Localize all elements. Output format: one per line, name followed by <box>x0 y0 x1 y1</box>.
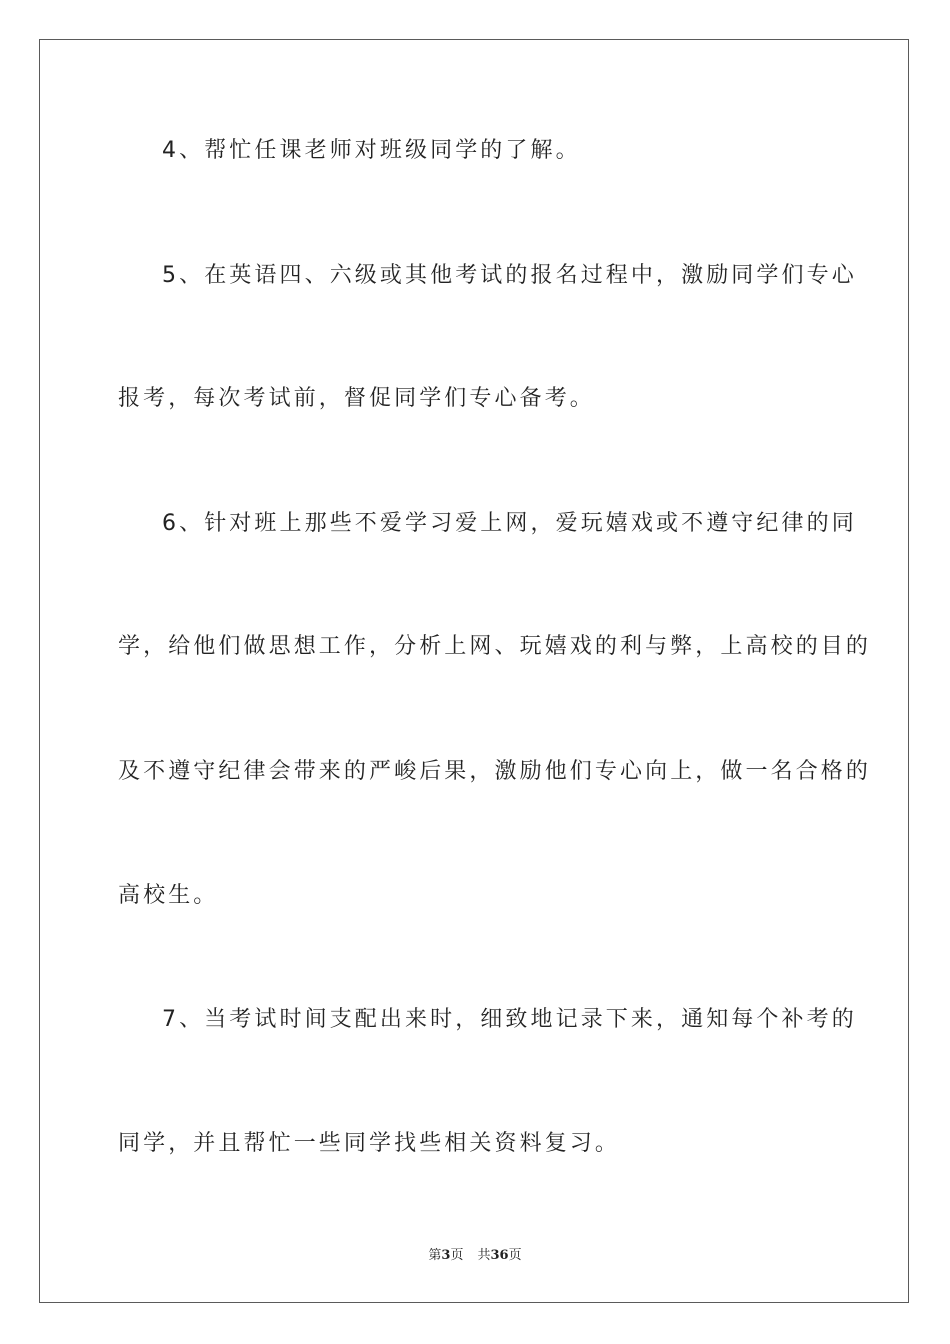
paragraph-7-line-1: 7、当考试时间支配出来时，细致地记录下来，通知每个补考的 <box>162 1007 857 1032</box>
paragraph-5-line-2: 报考，每次考试前，督促同学们专心备考。 <box>118 386 595 411</box>
footer-total-prefix: 共 <box>477 1248 491 1263</box>
page-border <box>39 39 909 1303</box>
footer-page-prefix: 第 <box>428 1248 442 1263</box>
footer-total-suffix: 页 <box>508 1248 522 1263</box>
footer-page-number: 3 <box>441 1248 451 1263</box>
paragraph-4-line-1: 4、帮忙任课老师对班级同学的了解。 <box>162 138 581 163</box>
paragraph-6-line-4: 高校生。 <box>118 883 219 908</box>
paragraph-6-line-3: 及不遵守纪律会带来的严峻后果，激励他们专心向上，做一名合格的 <box>118 759 872 784</box>
paragraph-6-line-1: 6、针对班上那些不爱学习爱上网，爱玩嬉戏或不遵守纪律的同 <box>162 511 857 536</box>
paragraph-7-line-2: 同学，并且帮忙一些同学找些相关资料复习。 <box>118 1131 621 1156</box>
paragraph-6-line-2: 学，给他们做思想工作，分析上网、玩嬉戏的利与弊，上高校的目的 <box>118 634 872 659</box>
footer-page-suffix: 页 <box>450 1248 464 1263</box>
page-footer <box>0 1246 950 1266</box>
footer-total-pages: 36 <box>490 1248 509 1263</box>
paragraph-5-line-1: 5、在英语四、六级或其他考试的报名过程中，激励同学们专心 <box>162 263 857 288</box>
